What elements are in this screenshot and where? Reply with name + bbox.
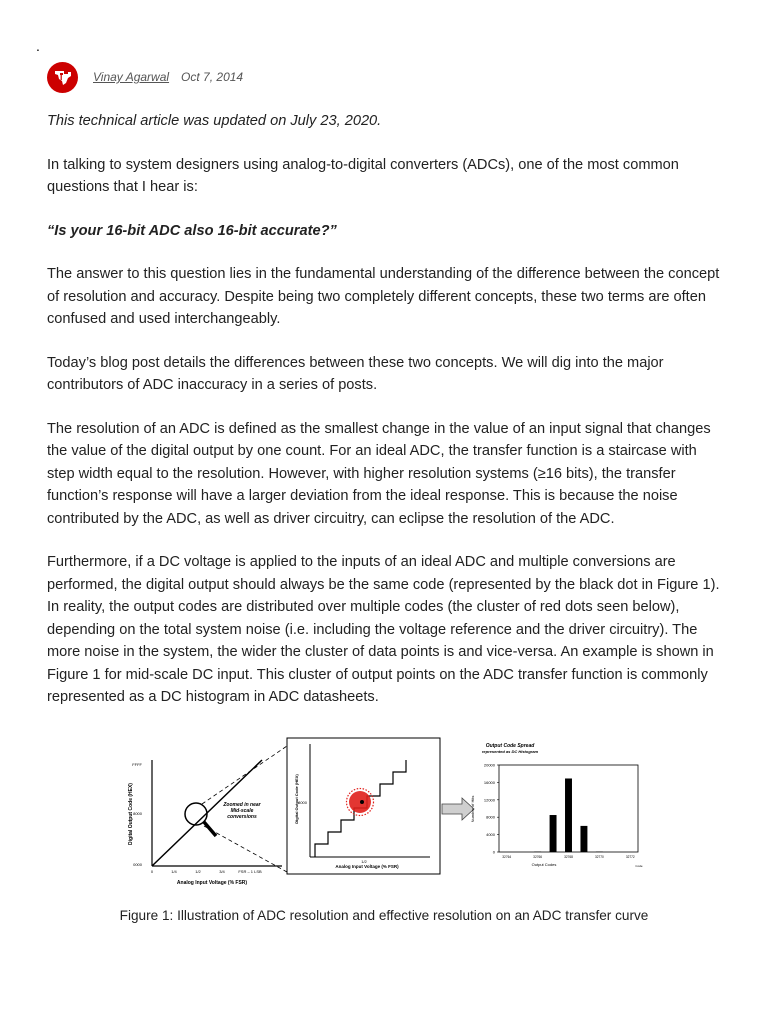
paragraph-dc-voltage: Furthermore, if a DC voltage is applied to the inputs of an ideal ADC and multiple conversions are performed, the digital output should always be the same code (represented by the black dot in Figure 1). In reality, the output codes are distributed over multiple codes (the cluster of red dots seen below), depending on the total system noise (i.e. including the voltage reference and the driver circuitry). The more noise in the system, the wider the cluster of data points is and vice-versa. An example is shown in Figure 1 for mid-scale DC input. This cluster of output points on the ADC transfer function is commonly represented as a DC histogram in ADC datasheets. (47, 554, 720, 705)
panel1-xtick-fsr: FSR – 1 LSB (238, 869, 262, 874)
byline (47, 62, 243, 92)
zoom-guide-bottom (204, 826, 287, 872)
zoom-note-line1: Zoomed in near (223, 802, 261, 808)
panel2-ylabel: Digital Output Code (HEX) (294, 774, 299, 824)
x-tick-label-2: 32768 (564, 855, 573, 859)
y-tick-label-1: 4000 (486, 832, 495, 838)
histogram-subtitle: represented as DC Histogram (481, 749, 539, 754)
panel1-ytick-ffff: FFFF (132, 762, 142, 767)
panel1-ylabel: Digital Output Code (HEX) (128, 783, 134, 845)
y-tick-label-2: 8000 (486, 814, 495, 820)
author-link[interactable]: Vinay Agarwal (93, 70, 170, 84)
transfer-function-panel (128, 746, 287, 886)
magnifier-handle (204, 822, 216, 836)
histogram-xlabel: Output Codes (531, 862, 557, 867)
histogram-x-unit: Code (635, 864, 643, 868)
zoom-lens-icon (185, 803, 207, 825)
zoom-note-line2: Mid-scale (230, 808, 254, 814)
zoom-note-line3: conversions (227, 814, 257, 820)
panel1-xtick-quarter: 1/4 (171, 869, 177, 874)
paragraph-resolution: The resolution of an ADC is defined as the smallest change in the value of an input signal that changes the value of the digital output by one count. For an ideal ADC, the transfer function is a staircase with step width equal to the resolution. However, with higher resolution systems (≥16 bits), the transfer function’s response will have a larger deviation from the ideal response. This is because the noise contributed by the ADC, as well as driver circuitry, can eclipse the resolution of the ADC. (47, 420, 711, 527)
y-tick-label-5: 20000 (483, 762, 495, 768)
quote-question: “Is your 16-bit ADC also 16-bit accurate?” (47, 222, 337, 239)
y-tick-label-4: 16000 (483, 779, 495, 785)
bar-32769 (580, 826, 587, 852)
x-tick-label-3: 32770 (594, 855, 604, 859)
histogram-title: Output Code Spread (485, 743, 535, 749)
bar-32767 (550, 815, 557, 852)
figure-caption: Figure 1: Illustration of ADC resolution and effective resolution on an ADC transfer curve (119, 908, 649, 923)
panel2-xtick: 1/2 (361, 859, 367, 864)
article-body (47, 110, 727, 730)
publish-date: Oct 7, 2014 (181, 70, 244, 84)
y-tick-label-0: 0 (492, 849, 495, 855)
panel1-xlabel: Analog Input Voltage (% FSR) (176, 880, 248, 886)
leading-dot: . (36, 38, 40, 54)
zoom-guide-top (202, 746, 287, 804)
paragraph-answer: The answer to this question lies in the fundamental understanding of the difference between the concept of resolution and accuracy. Despite being two completely different concepts, these two terms are often confused and used interchangeably. (47, 266, 720, 327)
dc-histogram-chart (470, 743, 643, 868)
x-tick-label-1: 32766 (533, 855, 543, 859)
ti-logo-icon (52, 66, 74, 88)
paragraph-intro: In talking to system designers using analog-to-digital converters (ADCs), one of the most common questions that I hear is: (47, 156, 679, 195)
panel2-ytick: 8000 (298, 800, 307, 805)
ideal-output-dot (360, 800, 364, 804)
author-avatar[interactable] (47, 62, 78, 93)
panel1-xtick-half: 1/2 (195, 869, 201, 874)
histogram-ylabel: Number of Hits (470, 795, 475, 823)
x-tick-label-0: 32764 (502, 855, 512, 859)
update-note: This technical article was updated on July 23, 2020. (47, 113, 382, 129)
y-tick-label-3: 12000 (483, 797, 495, 803)
panel1-ytick-8000: 8000 (133, 811, 142, 816)
x-tick-label-4: 32772 (625, 855, 635, 859)
panel1-xtick-three-quarter: 3/4 (219, 869, 225, 874)
panel2-xlabel: Analog Input Voltage (% FSR) (335, 864, 399, 869)
zoomed-staircase-panel (287, 738, 440, 874)
bar-32768 (565, 778, 572, 852)
paragraph-blog-post: Today’s blog post details the differences between these two concepts. We will dig into the major contributors of ADC inaccuracy in a series of posts. (47, 354, 664, 393)
panel1-ytick-0000: 0000 (133, 862, 142, 867)
panel1-xtick-0: 0 (150, 869, 154, 874)
figure-1 (112, 734, 652, 894)
